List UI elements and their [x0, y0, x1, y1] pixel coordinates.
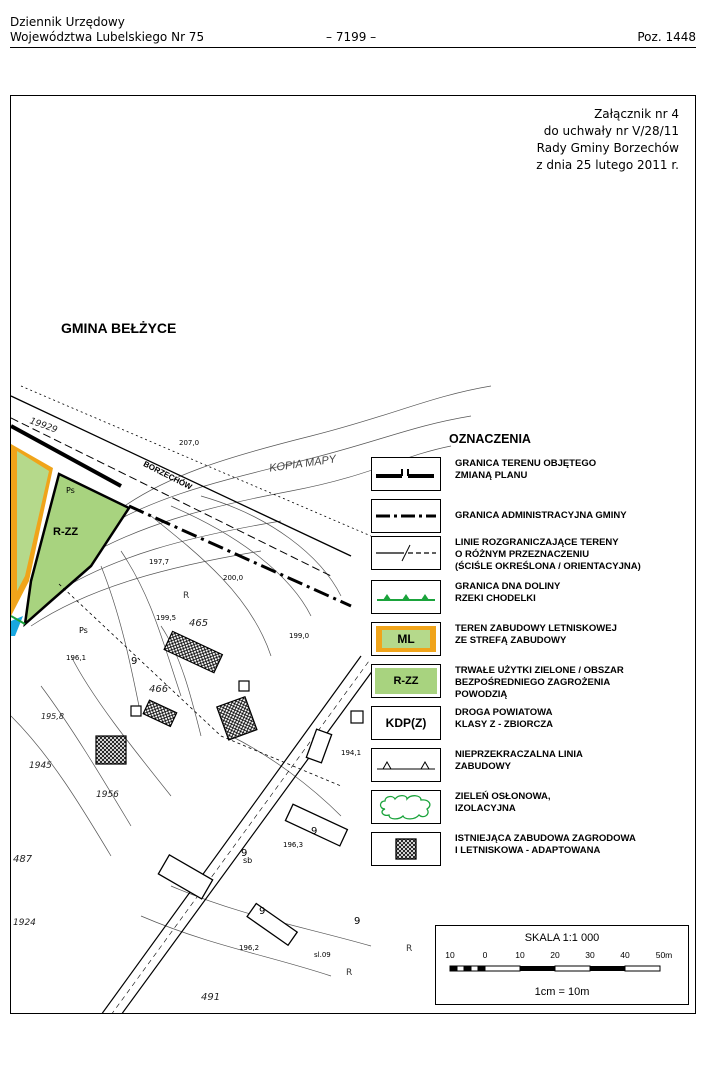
legend-text-building-line — [455, 749, 695, 773]
legend-title: OZNACZENIA — [449, 432, 531, 446]
parcel-r2: R — [346, 968, 353, 978]
existing-buildings-icon — [371, 832, 441, 866]
journal-title — [10, 15, 204, 45]
symbol-sb: sb — [243, 856, 253, 865]
position-number: Poz. 1448 — [637, 30, 696, 44]
parcel-491: 491 — [201, 992, 221, 1003]
kopia-label: KOPIA MAPY — [268, 453, 337, 475]
height-2070: 207,0 — [179, 439, 200, 447]
building-line-icon — [371, 748, 441, 782]
legend-text-admin-boundary: GRANICA ADMINISTRACYJNA GMINY — [455, 510, 627, 521]
class-g4: 9 — [354, 916, 361, 927]
scale-title: SKALA 1:1 000 — [524, 932, 600, 944]
legend-item-plan-boundary — [371, 457, 691, 495]
class-g2: 9 — [311, 826, 318, 837]
legend-text-river-valley — [455, 581, 695, 605]
legend-text-green-buffer — [455, 791, 695, 815]
legend-line: IZOLACYJNA — [455, 803, 516, 814]
legend-line: O RÓŻNYM PRZEZNACZENIU — [455, 549, 590, 560]
legend-line: POWODZIĄ — [455, 689, 508, 700]
green-buffer-icon — [371, 790, 441, 824]
annex-line2: do uchwały nr V/28/11 — [543, 124, 679, 138]
legend-line: GRANICA TERENU OBJĘTEGO — [455, 458, 597, 469]
legend-line: GRANICA DNA DOLINY — [455, 581, 561, 592]
legend-text-dividing-line — [455, 537, 695, 573]
road-symbol-icon — [371, 706, 441, 740]
parcel-487: 487 — [13, 854, 33, 865]
legend-item-admin-boundary — [371, 499, 691, 537]
dividing-line-icon — [371, 536, 441, 570]
ml-zone-icon — [371, 622, 441, 656]
legend-line: ZIELEŃ OSŁONOWA, — [455, 791, 551, 802]
symbol-sl09: sl.09 — [314, 951, 331, 959]
legend-line: LINIE ROZGRANICZAJĄCE TERENY — [455, 537, 619, 548]
height-1995: 199,5 — [156, 614, 177, 622]
class-g3: 9 — [259, 906, 266, 917]
parcel-466: 466 — [149, 684, 169, 695]
street-label: BORZECHÓW — [141, 459, 194, 492]
height-1961: 196,1 — [66, 654, 87, 662]
legend-text-road — [455, 707, 695, 731]
scale-tick: 10 — [515, 950, 525, 960]
scale-tick: 50m — [655, 950, 673, 960]
legend-line: KLASY Z - ZBIORCZA — [455, 719, 553, 730]
height-1977: 197,7 — [149, 558, 170, 566]
height-2000: 200,0 — [223, 574, 244, 582]
annex-line1: Załącznik nr 4 — [594, 107, 679, 121]
plan-boundary-line-icon — [371, 457, 441, 491]
legend-line: BEZPOŚREDNIEGO ZAGROŻENIA — [455, 677, 611, 688]
class-g1: 9 — [131, 656, 138, 667]
annex-line3: Rady Gminy Borzechów — [536, 141, 679, 155]
annex-block — [536, 106, 679, 174]
parcel-1958: 195,8 — [41, 712, 64, 721]
legend-item-dividing-line — [371, 536, 691, 574]
journal-title-line1: Dziennik Urzędowy — [10, 15, 125, 29]
journal-title-line2: Województwa Lubelskiego Nr 75 — [10, 30, 205, 44]
legend-text-existing-buildings — [455, 833, 695, 857]
legend-line: RZEKI CHODELKI — [455, 593, 536, 604]
parcel-r3: R — [406, 944, 413, 954]
legend-item-ml-zone — [371, 622, 691, 660]
legend-line: ZE STREFĄ ZABUDOWY — [455, 635, 567, 646]
zone-rzz — [11, 444, 129, 636]
legend-item-green-buffer — [371, 790, 691, 828]
parcel-1924: 1924 — [13, 918, 36, 928]
legend-item-rzz-zone — [371, 664, 691, 702]
page-number: – 7199 – — [326, 30, 377, 44]
legend-line: ZABUDOWY — [455, 761, 511, 772]
plain-buildings — [158, 729, 347, 945]
legend-text-rzz-zone — [455, 665, 695, 701]
map-zone-rzz: R-ZZ — [53, 526, 79, 538]
ml-zone-symbol: ML — [382, 630, 430, 648]
land-ps2: Ps — [66, 486, 75, 495]
scale-tick: 30 — [585, 950, 595, 960]
admin-boundary-line-icon — [371, 499, 441, 533]
scale-tick: 0 — [482, 950, 488, 960]
legend-line: I LETNISKOWA - ADAPTOWANA — [455, 845, 601, 856]
legend-item-road — [371, 706, 691, 744]
scale-bar-box — [435, 925, 689, 1005]
legend-text-ml-zone — [455, 623, 695, 647]
legend-item-existing-buildings — [371, 832, 691, 870]
scale-tick: 40 — [620, 950, 630, 960]
parcel-r1: R — [183, 591, 190, 601]
rzz-zone-symbol: R-ZZ — [375, 668, 437, 694]
parcel-19929: 19929 — [28, 416, 59, 436]
height-1963: 196,3 — [283, 841, 304, 849]
parcel-465: 465 — [189, 618, 209, 629]
road-symbol: KDP(Z) — [385, 716, 427, 730]
legend-item-river-valley — [371, 580, 691, 618]
header-rule — [10, 47, 696, 48]
rzz-zone-icon — [371, 664, 441, 698]
land-ps1: Ps — [79, 626, 88, 635]
ml-zone-swatch — [376, 626, 436, 652]
gmina-label: GMINA BEŁŻYCE — [61, 320, 177, 336]
scale-tick: 10 — [445, 950, 455, 960]
legend-line: ISTNIEJĄCA ZABUDOWA ZAGRODOWA — [455, 833, 636, 844]
map-frame — [10, 95, 696, 1014]
annex-line4: z dnia 25 lutego 2011 r. — [536, 158, 679, 172]
legend-line: (ŚCIŚLE OKREŚLONA / ORIENTACYJNA) — [455, 561, 641, 572]
legend-item-building-line — [371, 748, 691, 786]
river-valley-line-icon — [371, 580, 441, 614]
legend-line: TEREN ZABUDOWY LETNISKOWEJ — [455, 623, 617, 634]
height-1962: 196,2 — [239, 944, 260, 952]
legend-line: DROGA POWIATOWA — [455, 707, 553, 718]
parcel-1945: 1945 — [29, 761, 52, 771]
scale-note: 1cm = 10m — [534, 986, 590, 998]
scale-tick: 20 — [550, 950, 560, 960]
legend-line: TRWAŁE UŻYTKI ZIELONE / OBSZAR — [455, 665, 624, 676]
legend-line: NIEPRZEKRACZALNA LINIA — [455, 749, 583, 760]
legend-text-plan-boundary — [455, 458, 695, 482]
height-1941: 194,1 — [341, 749, 362, 757]
parcel-1956: 1956 — [96, 790, 119, 800]
legend-line: ZMIANĄ PLANU — [455, 470, 528, 481]
height-1990: 199,0 — [289, 632, 310, 640]
class-g5: 9 — [241, 848, 248, 859]
